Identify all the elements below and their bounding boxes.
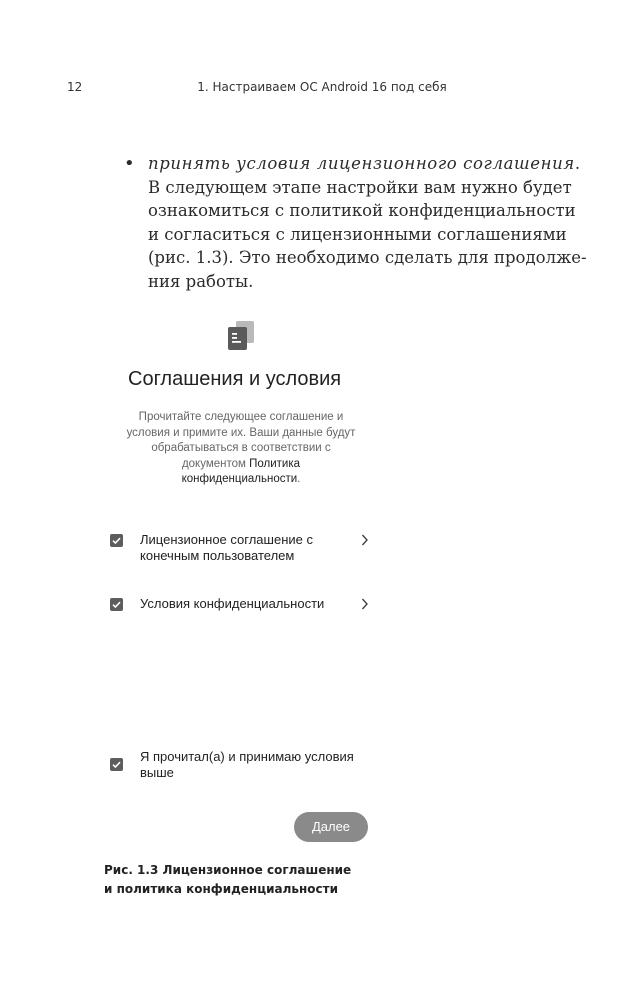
italic-term: принять условия лицензионного соглашения [148, 154, 575, 173]
screen-description [126, 410, 356, 488]
check-icon [110, 758, 123, 771]
bullet-line-4: и согласиться с лицензионными соглашениями [148, 224, 567, 244]
next-button[interactable]: Далее [294, 812, 368, 842]
eula-label-line-2: конечным пользователем [140, 548, 295, 563]
terms-screenshot [104, 312, 394, 852]
bullet-line-1 [148, 152, 581, 176]
bullet-line-3: ознакомиться с политикой конфиденциальности [148, 201, 576, 220]
description-text: Прочитайте следующее соглашение и условия и примите их. Ваши данные будут обрабатываться в соответствии с документом [126, 411, 356, 470]
page-number: 12 [67, 80, 83, 94]
bullet-text [148, 152, 587, 293]
bullet-line-2: В следующем этапе настройки вам нужно будет [148, 177, 572, 197]
chevron-right-icon[interactable] [360, 533, 370, 547]
bullet-line-5: (рис. 1.3). Это необходимо сделать для продолже- [148, 248, 587, 267]
accept-label-line-2: выше [140, 765, 174, 780]
eula-label [140, 532, 340, 564]
screen-title: Соглашения и условия [128, 368, 342, 390]
privacy-terms-label: Условия конфиденциальности [140, 596, 325, 611]
eula-item[interactable] [110, 532, 380, 568]
eula-checkbox[interactable] [110, 534, 123, 547]
privacy-terms-checkbox[interactable] [110, 598, 123, 611]
caption-line-2: и политика конфиденциальности [104, 882, 339, 896]
description-end: . [297, 473, 301, 485]
running-title: 1. Настраиваем ОС Android 16 под себя [197, 80, 447, 94]
accept-label-line-1: Я прочитал(а) и принимаю условия [140, 749, 354, 764]
bullet-line-6: ния работы. [148, 271, 254, 291]
accept-terms-label [140, 749, 380, 781]
check-icon [110, 598, 123, 611]
bullet-paragraph [124, 152, 587, 293]
accept-terms-item[interactable] [110, 749, 380, 785]
bullet-marker: • [124, 153, 135, 174]
privacy-terms-item[interactable] [110, 596, 380, 616]
check-icon [110, 534, 123, 547]
privacy-policy-link[interactable]: Политика конфиденциальности [181, 457, 301, 485]
chevron-right-icon[interactable] [360, 597, 370, 611]
caption-line-1: Рис. 1.3 Лицензионное соглашение [104, 863, 352, 877]
italic-term-period: . [574, 154, 581, 173]
document-icon [226, 321, 256, 351]
page-header [0, 80, 644, 100]
eula-label-line-1: Лицензионное соглашение с [140, 532, 313, 547]
accept-terms-checkbox[interactable] [110, 758, 123, 771]
figure-caption [104, 861, 351, 899]
